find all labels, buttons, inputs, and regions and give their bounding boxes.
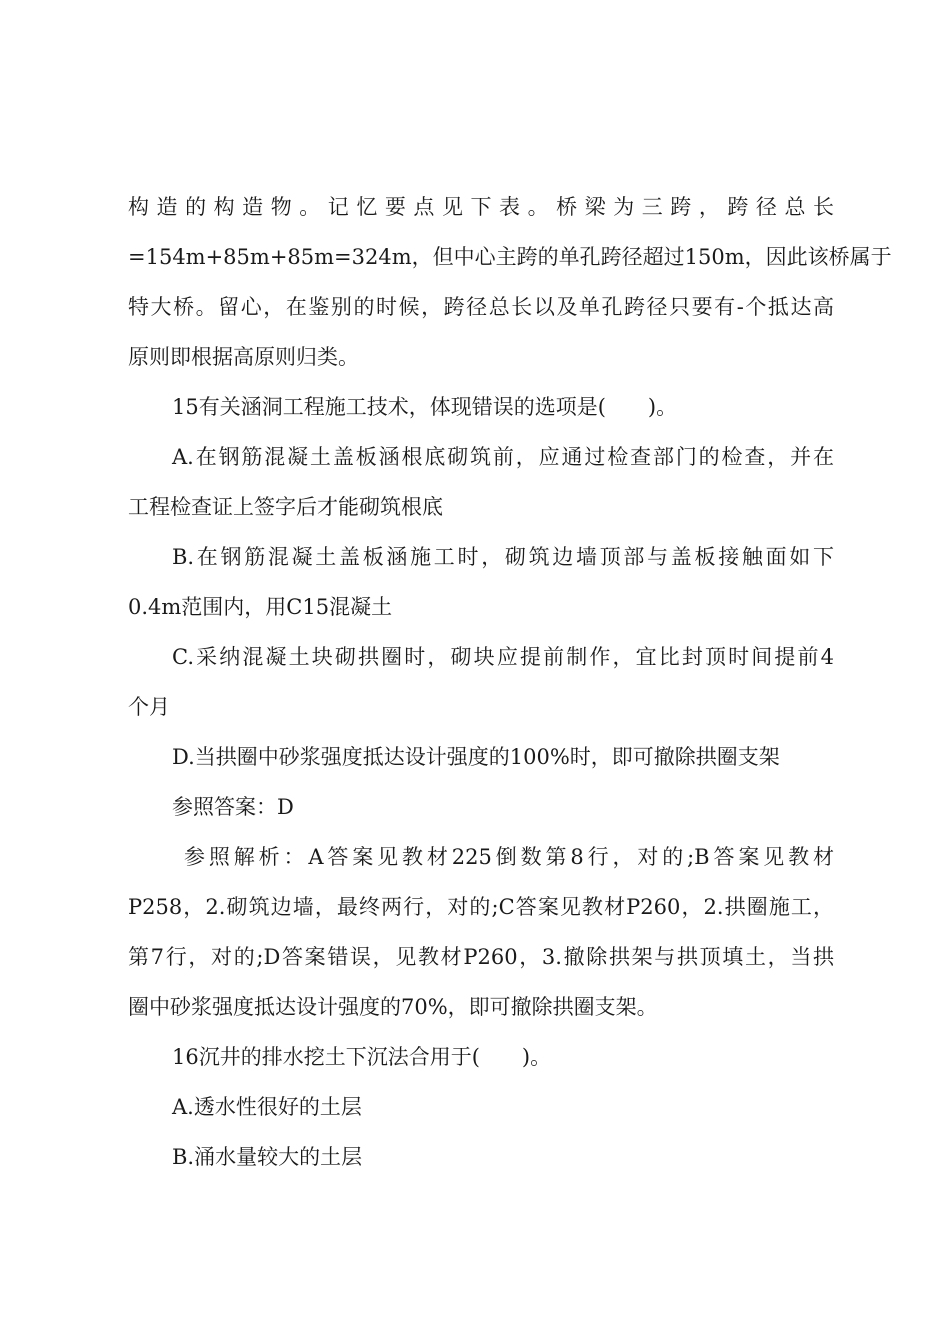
- option-a-line: 工程检查证上签字后才能砌筑根底: [128, 495, 443, 519]
- option-a-line: A.透水性很好的土层: [172, 1095, 362, 1119]
- option-d-line: D.当拱圈中砂浆强度抵达设计强度的100%时，即可撤除拱圈支架: [172, 745, 780, 769]
- paragraph-line: 构造的构造物。记忆要点见下表。桥梁为三跨，跨径总长: [128, 195, 834, 219]
- paragraph-line: 特大桥。留心，在鉴别的时候，跨径总长以及单孔跨径只要有-个抵达高: [128, 295, 834, 319]
- paragraph-line: =154m+85m+85m=324m，但中心主跨的单孔跨径超过150m，因此该桥属于: [128, 245, 892, 269]
- question-15-stem: 15有关涵洞工程施工技术，体现错误的选项是( )。: [172, 395, 678, 419]
- option-b-line: 0.4m范围内，用C15混凝土: [128, 595, 393, 619]
- explanation-line: 圈中砂浆强度抵达设计强度的70%，即可撤除拱圈支架。: [128, 995, 658, 1019]
- answer-line: 参照答案：D: [172, 795, 294, 819]
- paragraph-line: 原则即根据高原则归类。: [128, 345, 359, 369]
- option-b-line: B.在钢筋混凝土盖板涵施工时，砌筑边墙顶部与盖板接触面如下: [172, 545, 834, 569]
- explanation-line: 第7行，对的;D答案错误，见教材P260，3.撤除拱架与拱顶填土，当拱: [128, 945, 834, 969]
- option-c-line: C.采纳混凝土块砌拱圈时，砌块应提前制作，宜比封顶时间提前4: [172, 645, 834, 669]
- option-b-line: B.涌水量较大的土层: [172, 1145, 363, 1169]
- explanation-line: 参照解析：A答案见教材225倒数第8行，对的;B答案见教材: [184, 845, 834, 869]
- question-16-stem: 16沉井的排水挖土下沉法合用于( )。: [172, 1045, 552, 1069]
- option-c-line: 个月: [128, 695, 170, 719]
- option-a-line: A.在钢筋混凝土盖板涵根底砌筑前，应通过检查部门的检查，并在: [172, 445, 834, 469]
- explanation-line: P258，2.砌筑边墙，最终两行，对的;C答案见教材P260，2.拱圈施工，: [128, 895, 834, 919]
